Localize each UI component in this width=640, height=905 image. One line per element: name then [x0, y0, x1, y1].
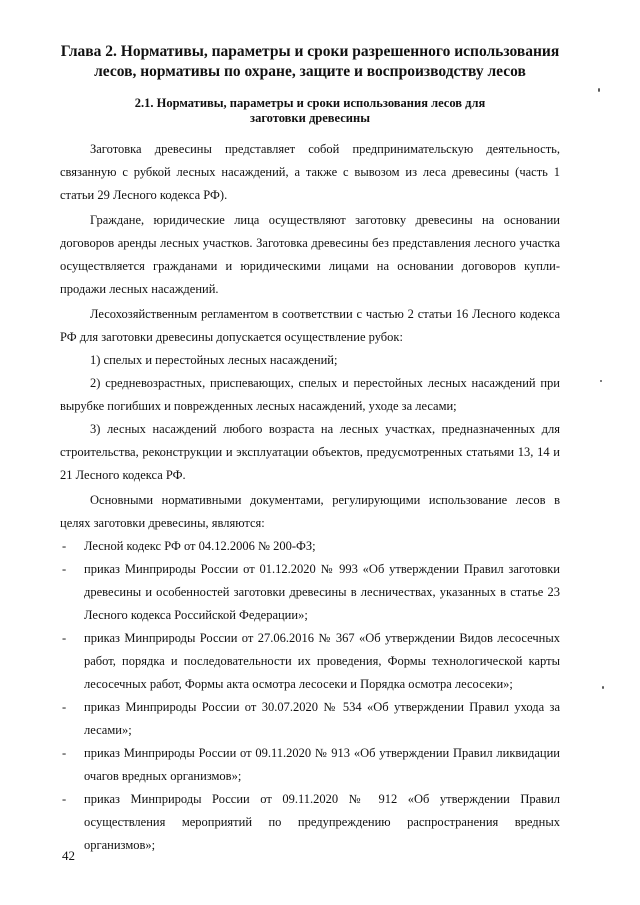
list-dash: -	[62, 792, 67, 806]
scan-speck	[600, 380, 602, 382]
list-item-text: Лесной кодекс РФ от 04.12.2006 № 200-ФЗ;	[84, 539, 316, 553]
scan-speck	[598, 88, 600, 92]
list-item-text: приказ Минприроды России от 01.12.2020 № 993 «Об утверждении Правил заготовки древесины и особенностей заготовки древесины в лесничествах, указанных в статье 23 Лесного кодекса Российской Федерации»;	[84, 562, 560, 622]
list-item-text: приказ Минприроды России от 27.06.2016 № 367 «Об утверждении Видов лесосечных работ, порядка и последовательности их проведения, Формы технологической карты лесосечных работ, Формы акта осмотра лесосеки и Порядка осмотра лесосеки»;	[84, 631, 560, 691]
page-number: 42	[62, 848, 75, 863]
paragraph: Граждане, юридические лица осуществляют заготовку древесины на основании договоров аренды лесных участков. Заготовка древесины без представления лесного участка осуществляется гражданами и юридическими лицами на основании договоров купли-продажи лесных насаждений.	[60, 213, 560, 296]
list-item-text: приказ Минприроды России от 09.11.2020 № 913 «Об утверждении Правил ликвидации очагов вредных организмов»;	[84, 746, 560, 783]
list-item-text: приказ Минприроды России от 09.11.2020 № 912 «Об утверждении Правил осуществления мероприятий по предупреждению распространения вредных организмов»;	[84, 792, 560, 852]
list-item	[60, 788, 560, 857]
list-item	[60, 742, 560, 788]
paragraph: Основными нормативными документами, регулирующими использование лесов в целях заготовки древесины, являются:	[60, 493, 560, 530]
list-item	[60, 696, 560, 742]
paragraph: Лесохозяйственным регламентом в соответствии с частью 2 статьи 16 Лесного кодекса РФ для заготовки древесины допускается осуществление рубок:	[60, 307, 560, 344]
list-dash: -	[62, 631, 67, 645]
rubka-item-3: 3) лесных насаждений любого возраста на лесных участках, предназначенных для строительства, реконструкции и эксплуатации объектов, предусмотренных статьями 13, 14 и 21 Лесного кодекса РФ.	[60, 422, 560, 482]
rubka-item-2: 2) средневозрастных, приспевающих, спелых и перестойных лесных насаждений при вырубке погибших и поврежденных лесных насаждений, уходе за лесами;	[60, 376, 560, 413]
paragraph: Заготовка древесины представляет собой предпринимательскую деятельность, связанную с рубкой лесных насаждений, а также с вывозом из леса древесины (часть 1 статьи 29 Лесного кодекса РФ).	[60, 142, 560, 202]
list-item	[60, 627, 560, 696]
chapter-title: Глава 2. Нормативы, параметры и сроки разрешенного использования лесов, нормативы по охране, защите и воспроизводству лесов	[60, 43, 560, 80]
list-dash: -	[62, 562, 67, 576]
list-dash: -	[62, 539, 67, 553]
rubka-item-1: 1) спелых и перестойных лесных насаждений;	[90, 353, 338, 367]
list-item-text: приказ Минприроды России от 30.07.2020 № 534 «Об утверждении Правил ухода за лесами»;	[84, 700, 560, 737]
list-dash: -	[62, 746, 67, 760]
list-dash: -	[62, 700, 67, 714]
list-item	[60, 535, 560, 558]
body-text	[60, 138, 560, 857]
scan-speck	[602, 686, 604, 689]
section-title: 2.1. Нормативы, параметры и сроки использования лесов для заготовки древесины	[134, 96, 486, 125]
list-item	[60, 558, 560, 627]
regulation-list	[60, 535, 560, 857]
